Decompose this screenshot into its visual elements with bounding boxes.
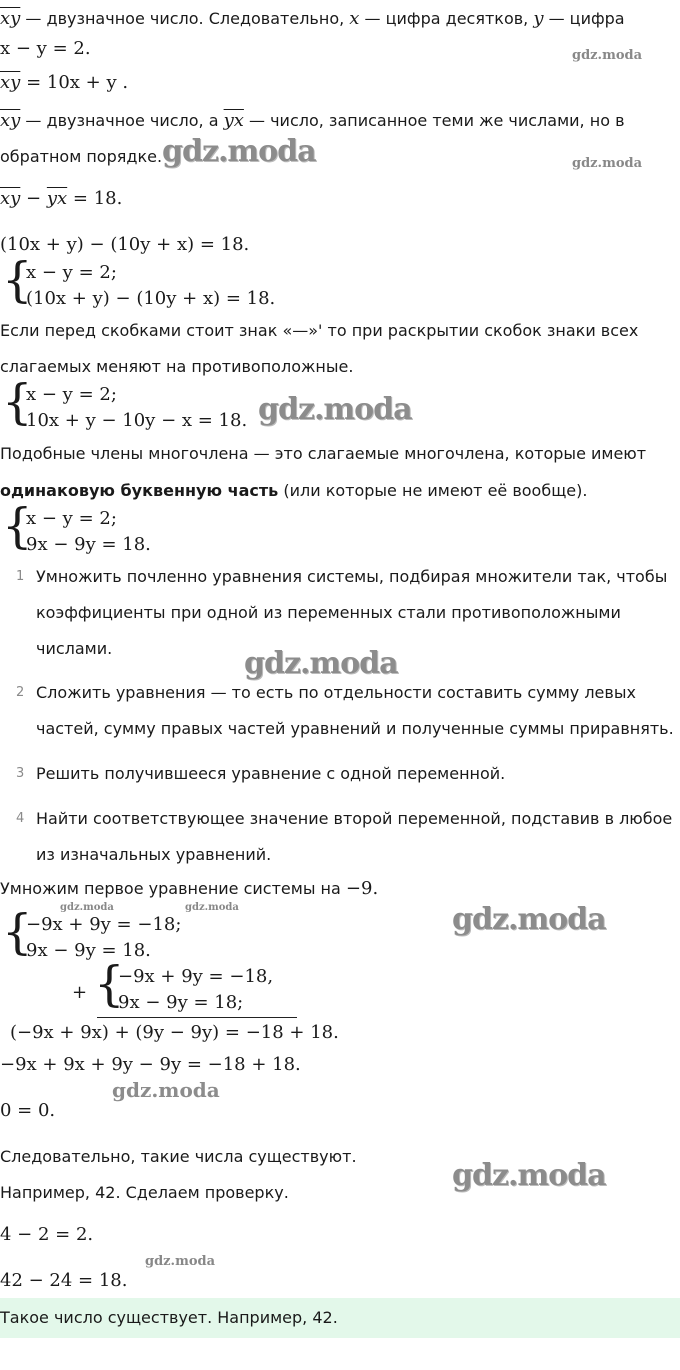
check-equation-2: 42 − 24 = 18. [0, 1270, 128, 1291]
sum-equation-2: −9x + 9x + 9y − 9y = −18 + 18. [0, 1054, 301, 1075]
answer-box [0, 1298, 680, 1338]
equation-xy-expand: $\overline{xy} = 10x + y$ . [0, 72, 129, 93]
list-item: Сложить уравнения — то есть по отдельности составить сумму левых [36, 683, 636, 702]
line-4: $\overline{xy}$ — двузначное число, а $\overline{yx}$ — число, записанное теми же числами, но в [0, 110, 625, 131]
equation-x-minus-y: x − y = 2. [0, 38, 91, 59]
check-equation-1: 4 − 2 = 2. [0, 1224, 94, 1245]
answer-text: Такое число существует. Например, 42. [0, 1308, 338, 1327]
watermark: gdz.moda [162, 134, 316, 169]
sum-equation-1: (−9x + 9x) + (9y − 9y) = −18 + 18. [10, 1022, 339, 1043]
definition-line-1: Подобные члены многочлена — это слагаемые многочлена, которые имеют [0, 444, 647, 463]
multiply-line: Умножим первое уравнение системы на −9. [0, 878, 379, 899]
watermark: gdz.moda [145, 1254, 216, 1269]
watermark: gdz.moda [452, 1158, 606, 1193]
watermark: gdz.moda [244, 646, 398, 681]
sum-divider [97, 1017, 297, 1018]
watermark: gdz.moda [572, 156, 643, 171]
line-1: $\overline{xy}$ — двузначное число. Следовательно, x — цифра десятков, y — цифра [0, 8, 625, 29]
list-item: Решить получившееся уравнение с одной переменной. [36, 764, 506, 783]
watermark: gdz.moda [452, 902, 606, 937]
rule-line-2: слагаемых меняют на противоположные. [0, 357, 354, 376]
watermark: gdz.moda [258, 392, 412, 427]
watermark: gdz.moda [572, 48, 643, 63]
definition-line-2: одинаковую буквенную часть (или которые не имеют её вообще). [0, 481, 588, 500]
math-xy-overline: $\overline{xy}$ [0, 8, 21, 29]
rule-line-1: Если перед скобками стоит знак «—»' то при раскрытии скобок знаки всех [0, 321, 639, 340]
watermark: gdz.moda [185, 902, 239, 913]
equation-difference: $\overline{xy} - \overline{yx} = 18$. [0, 188, 123, 209]
watermark: gdz.moda [112, 1078, 220, 1102]
conclusion-line-1: Следовательно, такие числа существуют. [0, 1147, 357, 1166]
list-item: Умножить почленно уравнения системы, подбирая множители так, чтобы [36, 567, 668, 586]
line-5: обратном порядке. [0, 147, 163, 166]
brace-icon: { [2, 498, 33, 554]
equation-expanded: (10x + y) − (10y + x) = 18. [0, 234, 250, 255]
list-item: Найти соответствующее значение второй переменной, подставив в любое [36, 809, 673, 828]
brace-icon: { [94, 956, 125, 1012]
watermark: gdz.moda [60, 902, 114, 913]
brace-icon: { [2, 252, 33, 308]
brace-icon: { [2, 374, 33, 430]
sum-equation-3: 0 = 0. [0, 1100, 56, 1121]
brace-icon: { [2, 904, 33, 960]
conclusion-line-2: Например, 42. Сделаем проверку. [0, 1183, 289, 1202]
plus-sign: + [72, 982, 88, 1003]
